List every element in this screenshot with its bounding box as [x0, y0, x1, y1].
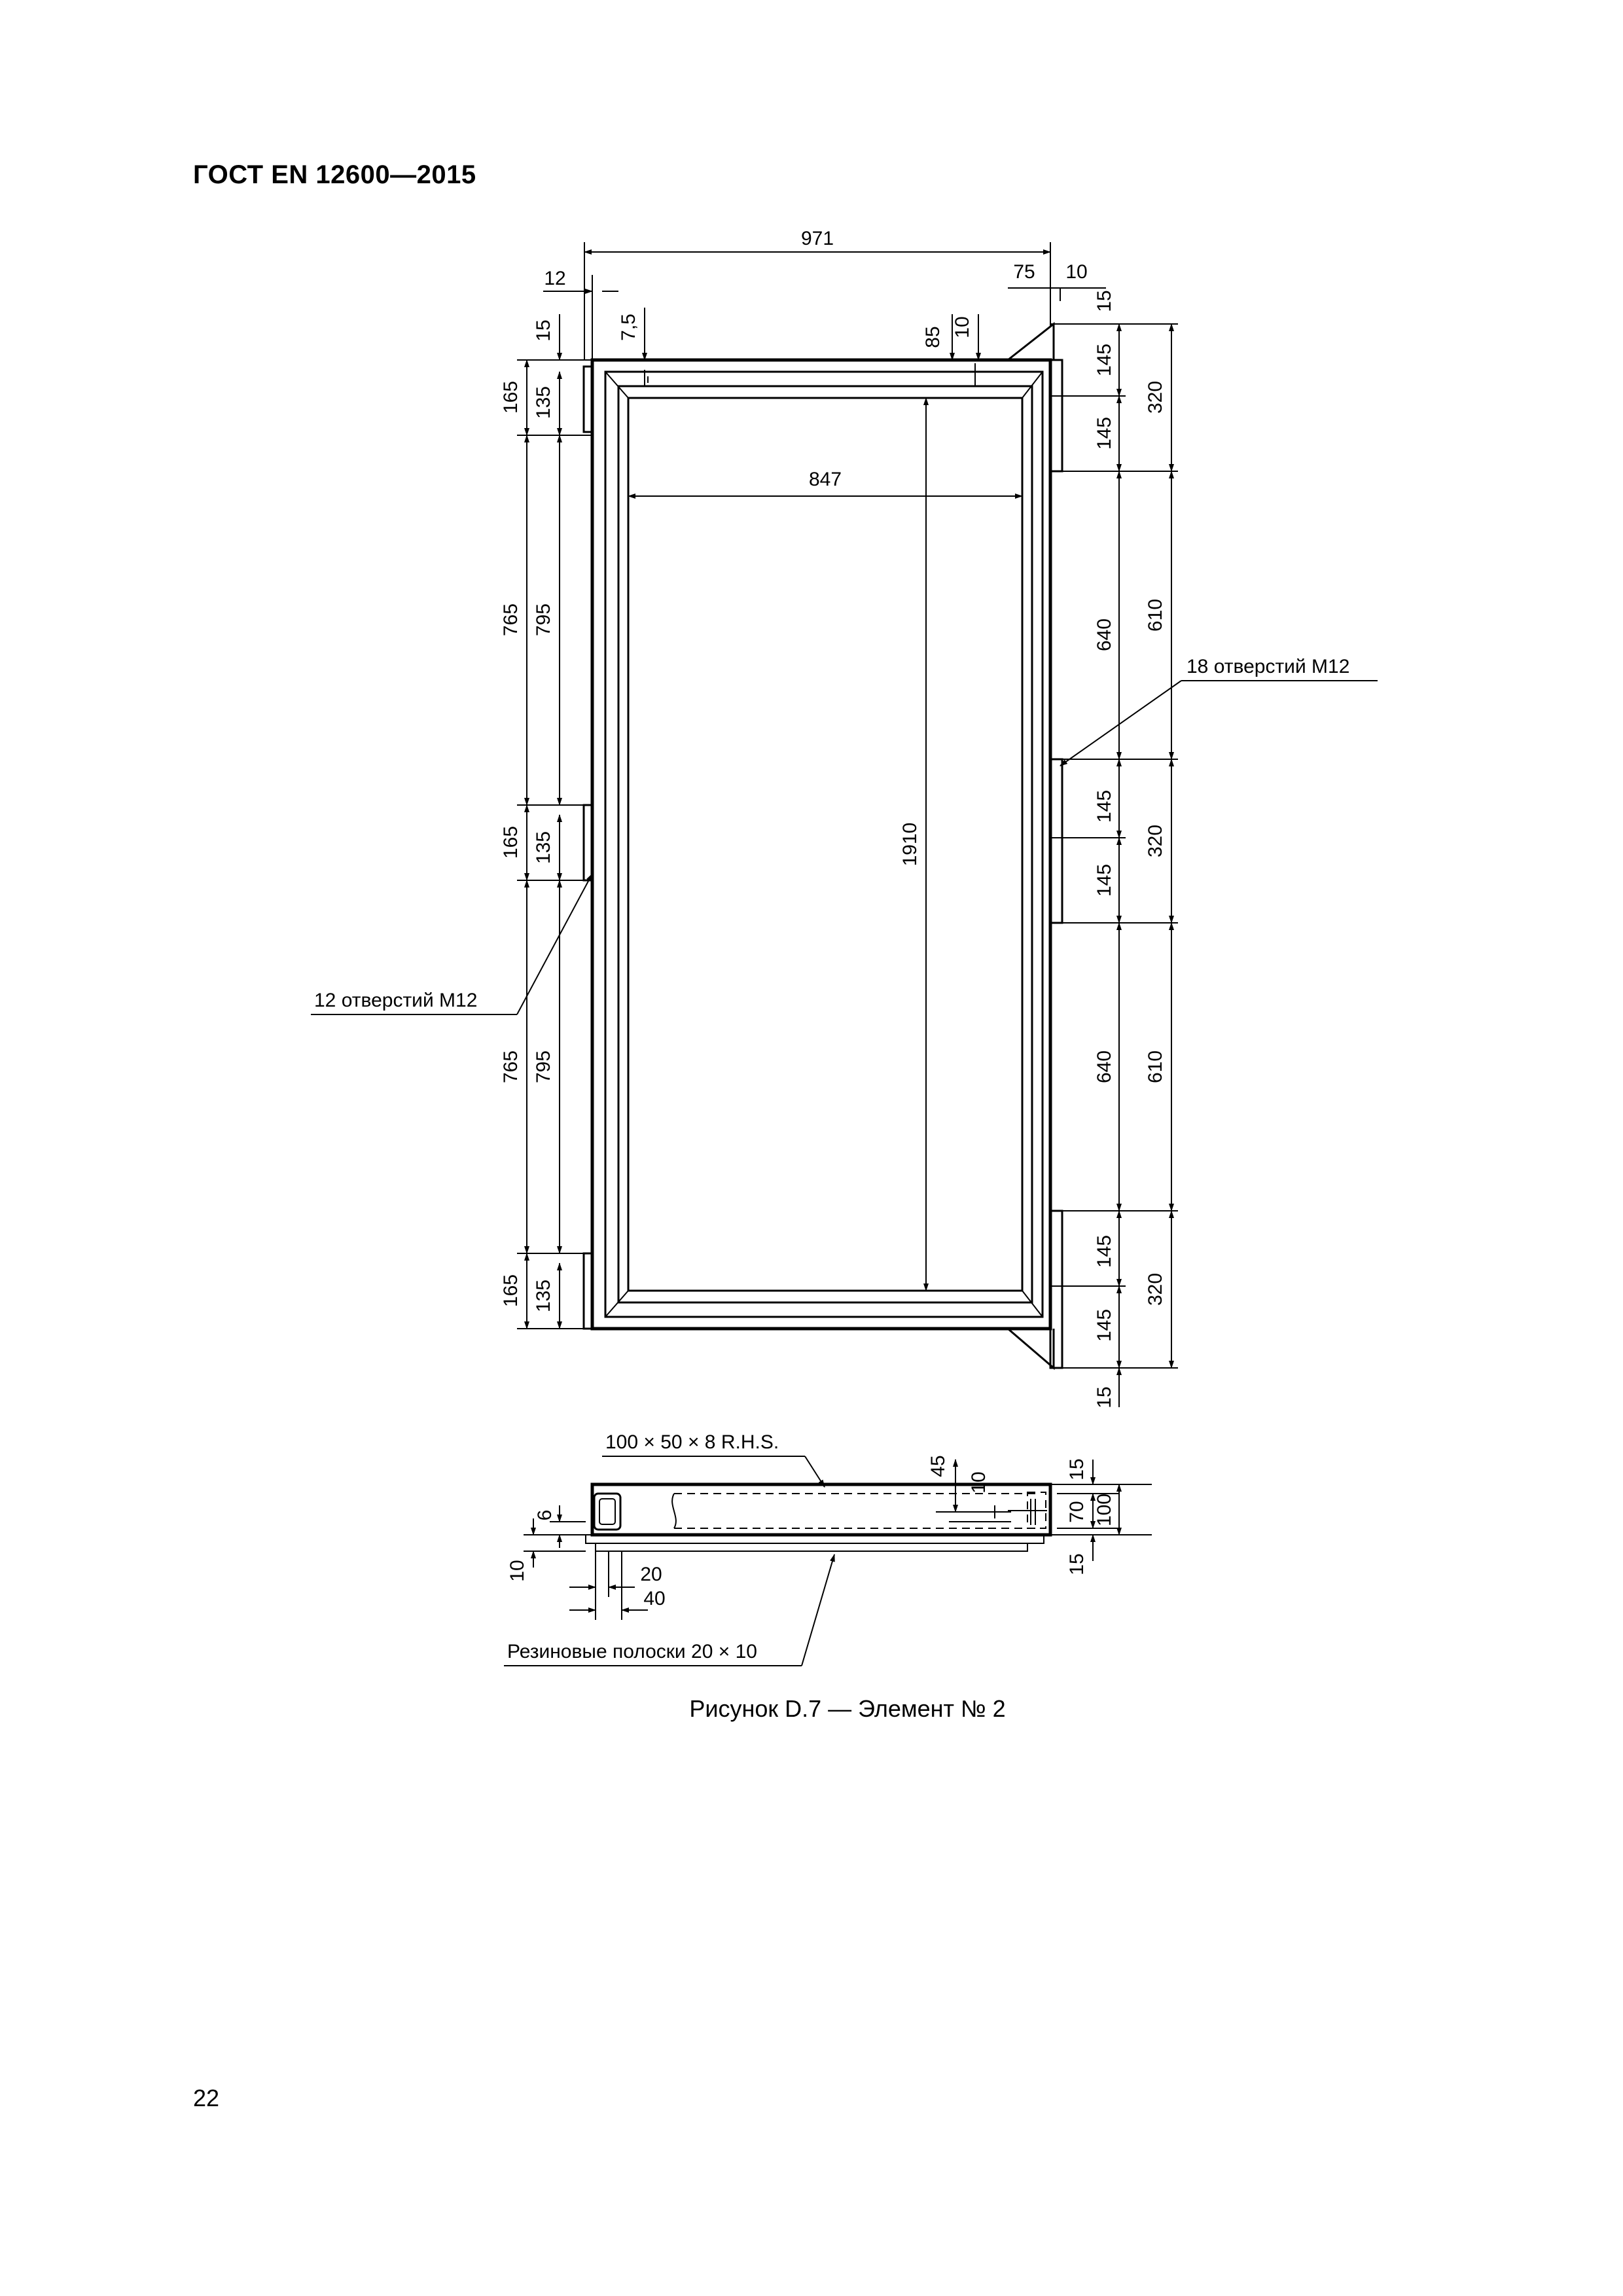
dim-971-text: 971 [800, 228, 834, 249]
section-dimensions [504, 1431, 1152, 1666]
right-bottom-15: 15 [1094, 1386, 1115, 1408]
left-inner-5: 135 [533, 1279, 554, 1313]
right-inner-8: 145 [1094, 1308, 1115, 1342]
right-inner-2: 145 [1094, 416, 1115, 450]
page-number: 22 [193, 2085, 220, 2111]
right-inner-7: 145 [1094, 1234, 1115, 1268]
dimension-85-10 [922, 314, 978, 360]
dim-1910-text: 1910 [899, 822, 921, 867]
left-inner-1: 135 [533, 386, 554, 420]
dim-7-5-text: 7,5 [618, 314, 639, 341]
left-holes-text: 12 отверстий M12 [314, 990, 478, 1011]
dim-6-text: 6 [534, 1509, 556, 1521]
right-inner-5: 145 [1094, 863, 1115, 897]
left-outer-5: 165 [500, 1274, 522, 1308]
left-inner-3: 135 [533, 831, 554, 865]
dimension-971 [584, 228, 1050, 360]
rubber-label-text: Резиновые полоски 20 × 10 [507, 1641, 757, 1662]
dimension-1910 [899, 398, 926, 1291]
right-holes-text: 18 отверстий M12 [1186, 656, 1350, 677]
label-right-holes [1060, 656, 1378, 766]
right-inner-3: 640 [1094, 618, 1115, 652]
document-header: ГОСТ EN 12600—2015 [193, 160, 476, 189]
label-left-holes [311, 874, 592, 1014]
dimension-75-10 [1008, 261, 1106, 301]
dim-75-text: 75 [1013, 261, 1035, 283]
dim-847-text: 847 [808, 469, 842, 490]
dim-40-text: 40 [643, 1588, 666, 1609]
section-view [586, 1484, 1050, 1551]
figure-caption-text: Рисунок D.7 — Элемент № 2 [689, 1695, 1006, 1722]
right-dimensions [1050, 290, 1178, 1408]
left-top-15: 15 [533, 319, 554, 342]
right-outer-5: 320 [1145, 1272, 1166, 1306]
left-outer-1: 165 [500, 380, 522, 414]
right-outer-2: 610 [1145, 598, 1166, 632]
dimension-847 [628, 469, 1022, 496]
figure-caption [0, 1695, 1623, 1723]
left-outer-4: 765 [500, 1050, 522, 1084]
dim-20-text: 20 [640, 1564, 662, 1585]
right-inner-1: 145 [1094, 343, 1115, 377]
right-top-15: 15 [1094, 290, 1115, 312]
right-outer-1: 320 [1145, 380, 1166, 414]
dim-70-text: 70 [1066, 1501, 1088, 1523]
right-outer-4: 610 [1145, 1050, 1166, 1084]
rhs-label-text: 100 × 50 × 8 R.H.S. [605, 1431, 779, 1453]
dim-15-bottom-section: 15 [1066, 1553, 1088, 1575]
dim-12-text: 12 [544, 268, 566, 289]
dimension-12 [543, 268, 618, 360]
right-inner-4: 145 [1094, 789, 1115, 823]
left-dimensions [500, 314, 592, 1329]
left-inner-2: 795 [533, 603, 554, 637]
left-inner-4: 795 [533, 1050, 554, 1084]
dim-100-text: 100 [1094, 1493, 1115, 1527]
left-outer-3: 165 [500, 825, 522, 859]
dim-15-top-section: 15 [1066, 1458, 1088, 1480]
dim-10-top-text: 10 [1065, 261, 1088, 283]
right-inner-6: 640 [1094, 1050, 1115, 1084]
dim-10-top-section: 10 [968, 1471, 990, 1494]
dim-45-text: 45 [927, 1455, 949, 1477]
dimension-7-5 [618, 308, 645, 386]
left-outer-2: 765 [500, 603, 522, 637]
dim-10-left-text: 10 [507, 1560, 528, 1582]
right-outer-3: 320 [1145, 824, 1166, 858]
dim-85-text: 85 [922, 326, 944, 348]
dim-10b-text: 10 [952, 316, 973, 338]
